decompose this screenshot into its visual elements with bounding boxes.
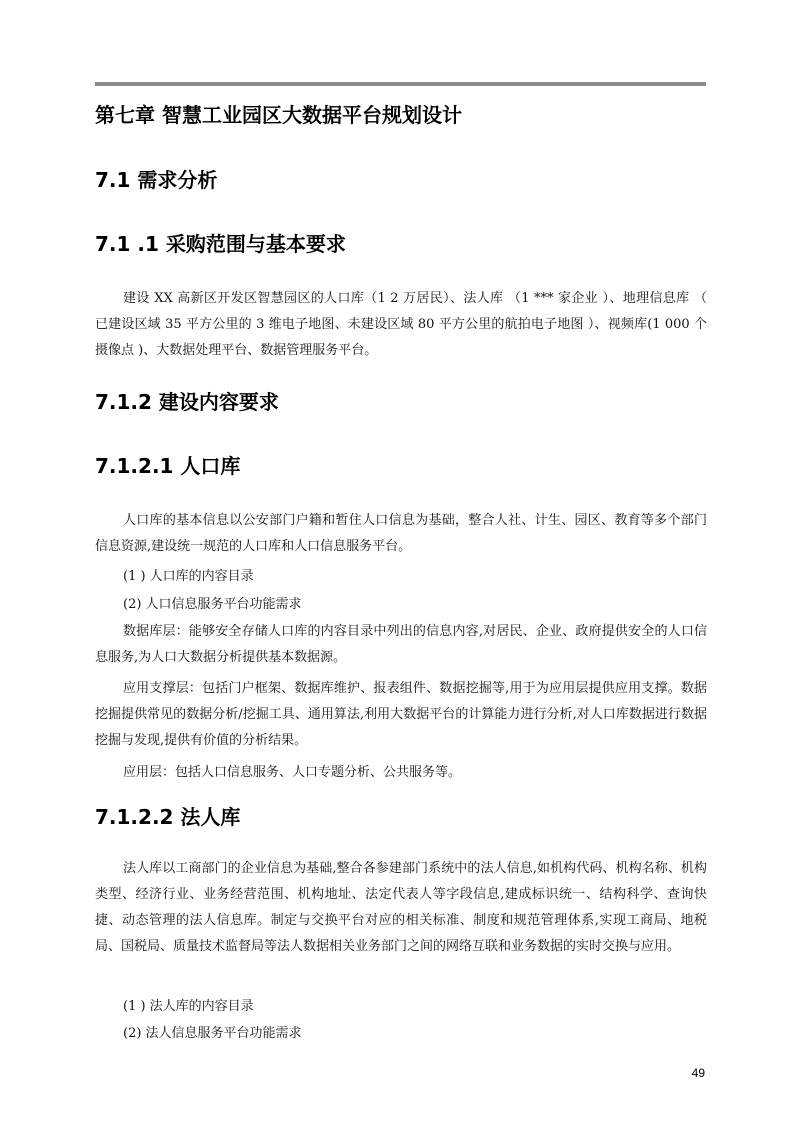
section-heading-7-1-1: 7.1 .1 采购范围与基本要求 bbox=[95, 232, 346, 256]
section-heading-7-1-2-1: 7.1.2.1 人口库 bbox=[95, 454, 241, 478]
paragraph-support-layer: 应用支撑层：包括门户框架、数据库维护、报表组件、数据挖掘等,用于为应用层提供应用支撑。数据挖掘提供常见的数据分析/挖掘工具、通用算法,利用大数据平台的计算能力进行分析,对人口库数据进行数据挖掘与发现,提供有价值的分析结果。 bbox=[95, 681, 707, 748]
list-item-population-catalog: (1 ) 人口库的内容目录 bbox=[123, 569, 254, 584]
list-item-legal-platform: (2) 法人信息服务平台功能需求 bbox=[123, 1026, 302, 1041]
section-heading-7-1-2: 7.1.2 建设内容要求 bbox=[95, 390, 279, 414]
header-rule bbox=[95, 82, 706, 86]
page-number: 49 bbox=[691, 1066, 705, 1080]
paragraph-procurement-scope: 建设 XX 高新区开发区智慧园区的人口库（1 2 万居民）、法人库 （1 *** 家企业 ）、地理信息库 （ 已建设区域 35 平方公里的 3 维电子地图、未建设区域 80 平方公里的航拍电子地图 ）、视频库(1 000 个摄像点 )、大数据处理平台、数据管理服务平台。 bbox=[95, 291, 707, 358]
list-item-legal-catalog: (1 ) 法人库的内容目录 bbox=[123, 999, 254, 1014]
paragraph-population-intro: 人口库的基本信息以公安部门户籍和暂住人口信息为基础，整合人社、计生、园区、教育等多个部门信息资源,建设统一规范的人口库和人口信息服务平台。 bbox=[95, 513, 707, 554]
paragraph-database-layer: 数据库层：能够安全存储人口库的内容目录中列出的信息内容,对居民、企业、政府提供安全的人口信息服务,为人口大数据分析提供基本数据源。 bbox=[95, 624, 707, 665]
chapter-title: 第七章 智慧工业园区大数据平台规划设计 bbox=[95, 103, 462, 127]
section-heading-7-1: 7.1 需求分析 bbox=[95, 168, 218, 192]
paragraph-application-layer: 应用层：包括人口信息服务、人口专题分析、公共服务等。 bbox=[123, 765, 462, 780]
list-item-population-platform: (2) 人口信息服务平台功能需求 bbox=[123, 597, 302, 612]
paragraph-legal-entity-intro: 法人库以工商部门的企业信息为基础,整合各参建部门系统中的法人信息,如机构代码、机构名称、机构类型、经济行业、业务经营范围、机构地址、法定代表人等字段信息,建成标识统一、结构科学、查询快捷、动态管理的法人信息库。制定与交换平台对应的相关标准、制度和规范管理体系,实现工商局、地税局、国税局、质量技术监督局等法人数据相关业务部门之间的网络互联和业务数据的实时交换与应用。 bbox=[95, 861, 707, 954]
section-heading-7-1-2-2: 7.1.2.2 法人库 bbox=[95, 805, 241, 829]
